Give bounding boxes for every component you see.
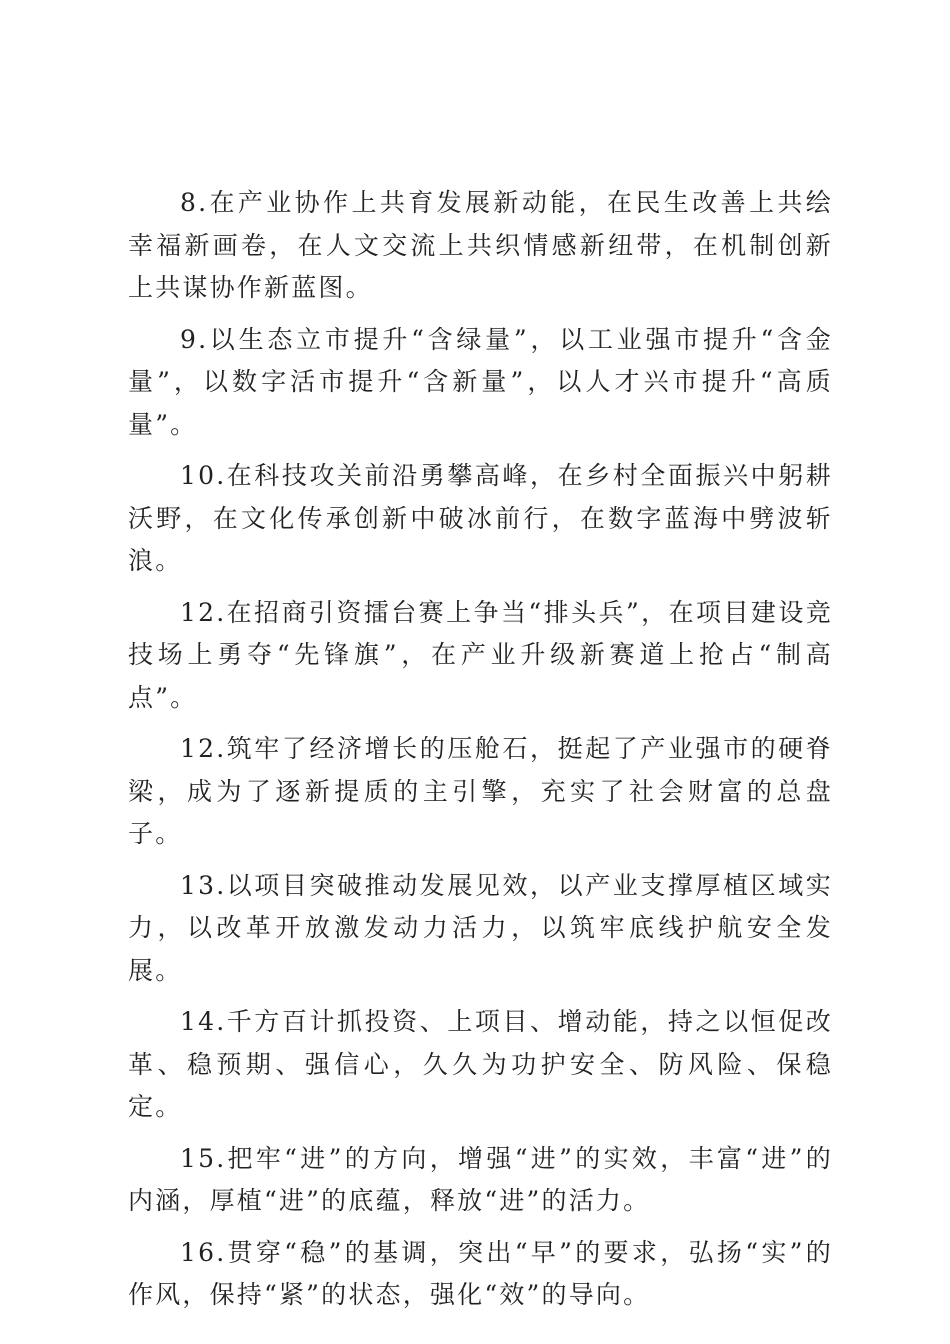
paragraph-12a: 12.在招商引资擂台赛上争当“排头兵”，在项目建设竞技场上勇夺“先锋旗”，在产业升级新赛道上抢占“制高点”。	[128, 597, 833, 712]
paragraph-9: 9.以生态立市提升“含绿量”，以工业强市提升“含金量”，以数字活市提升“含新量”，以人才兴市提升“高质量”。	[128, 324, 833, 439]
paragraph-12b: 12.筑牢了经济增长的压舱石，挺起了产业强市的硬脊梁，成为了逐新提质的主引擎，充实了社会财富的总盘子。	[128, 734, 833, 848]
paragraph-16: 16.贯穿“稳”的基调，突出“早”的要求，弘扬“实”的作风，保持“紧”的状态，强化“效”的导向。	[128, 1237, 833, 1309]
paragraph-8: 8.在产业协作上共育发展新动能，在民生改善上共绘幸福新画卷，在人文交流上共织情感新纽带，在机制创新上共谋协作新蓝图。	[128, 188, 833, 302]
paragraph-15: 15.把牢“进”的方向，增强“进”的实效，丰富“进”的内涵，厚植“进”的底蕴，释放“进”的活力。	[128, 1143, 833, 1215]
paragraph-10: 10.在科技攻关前沿勇攀高峰，在乡村全面振兴中躬耕沃野，在文化传承创新中破冰前行，在数字蓝海中劈波斩浪。	[128, 461, 833, 575]
paragraph-14: 14.千方百计抓投资、上项目、增动能，持之以恒促改革、稳预期、强信心，久久为功护安全、防风险、保稳定。	[128, 1007, 833, 1121]
paragraph-13: 13.以项目突破推动发展见效，以产业支撑厚植区域实力，以改革开放激发动力活力，以筑牢底线护航安全发展。	[128, 870, 833, 985]
document-body	[128, 182, 833, 1326]
